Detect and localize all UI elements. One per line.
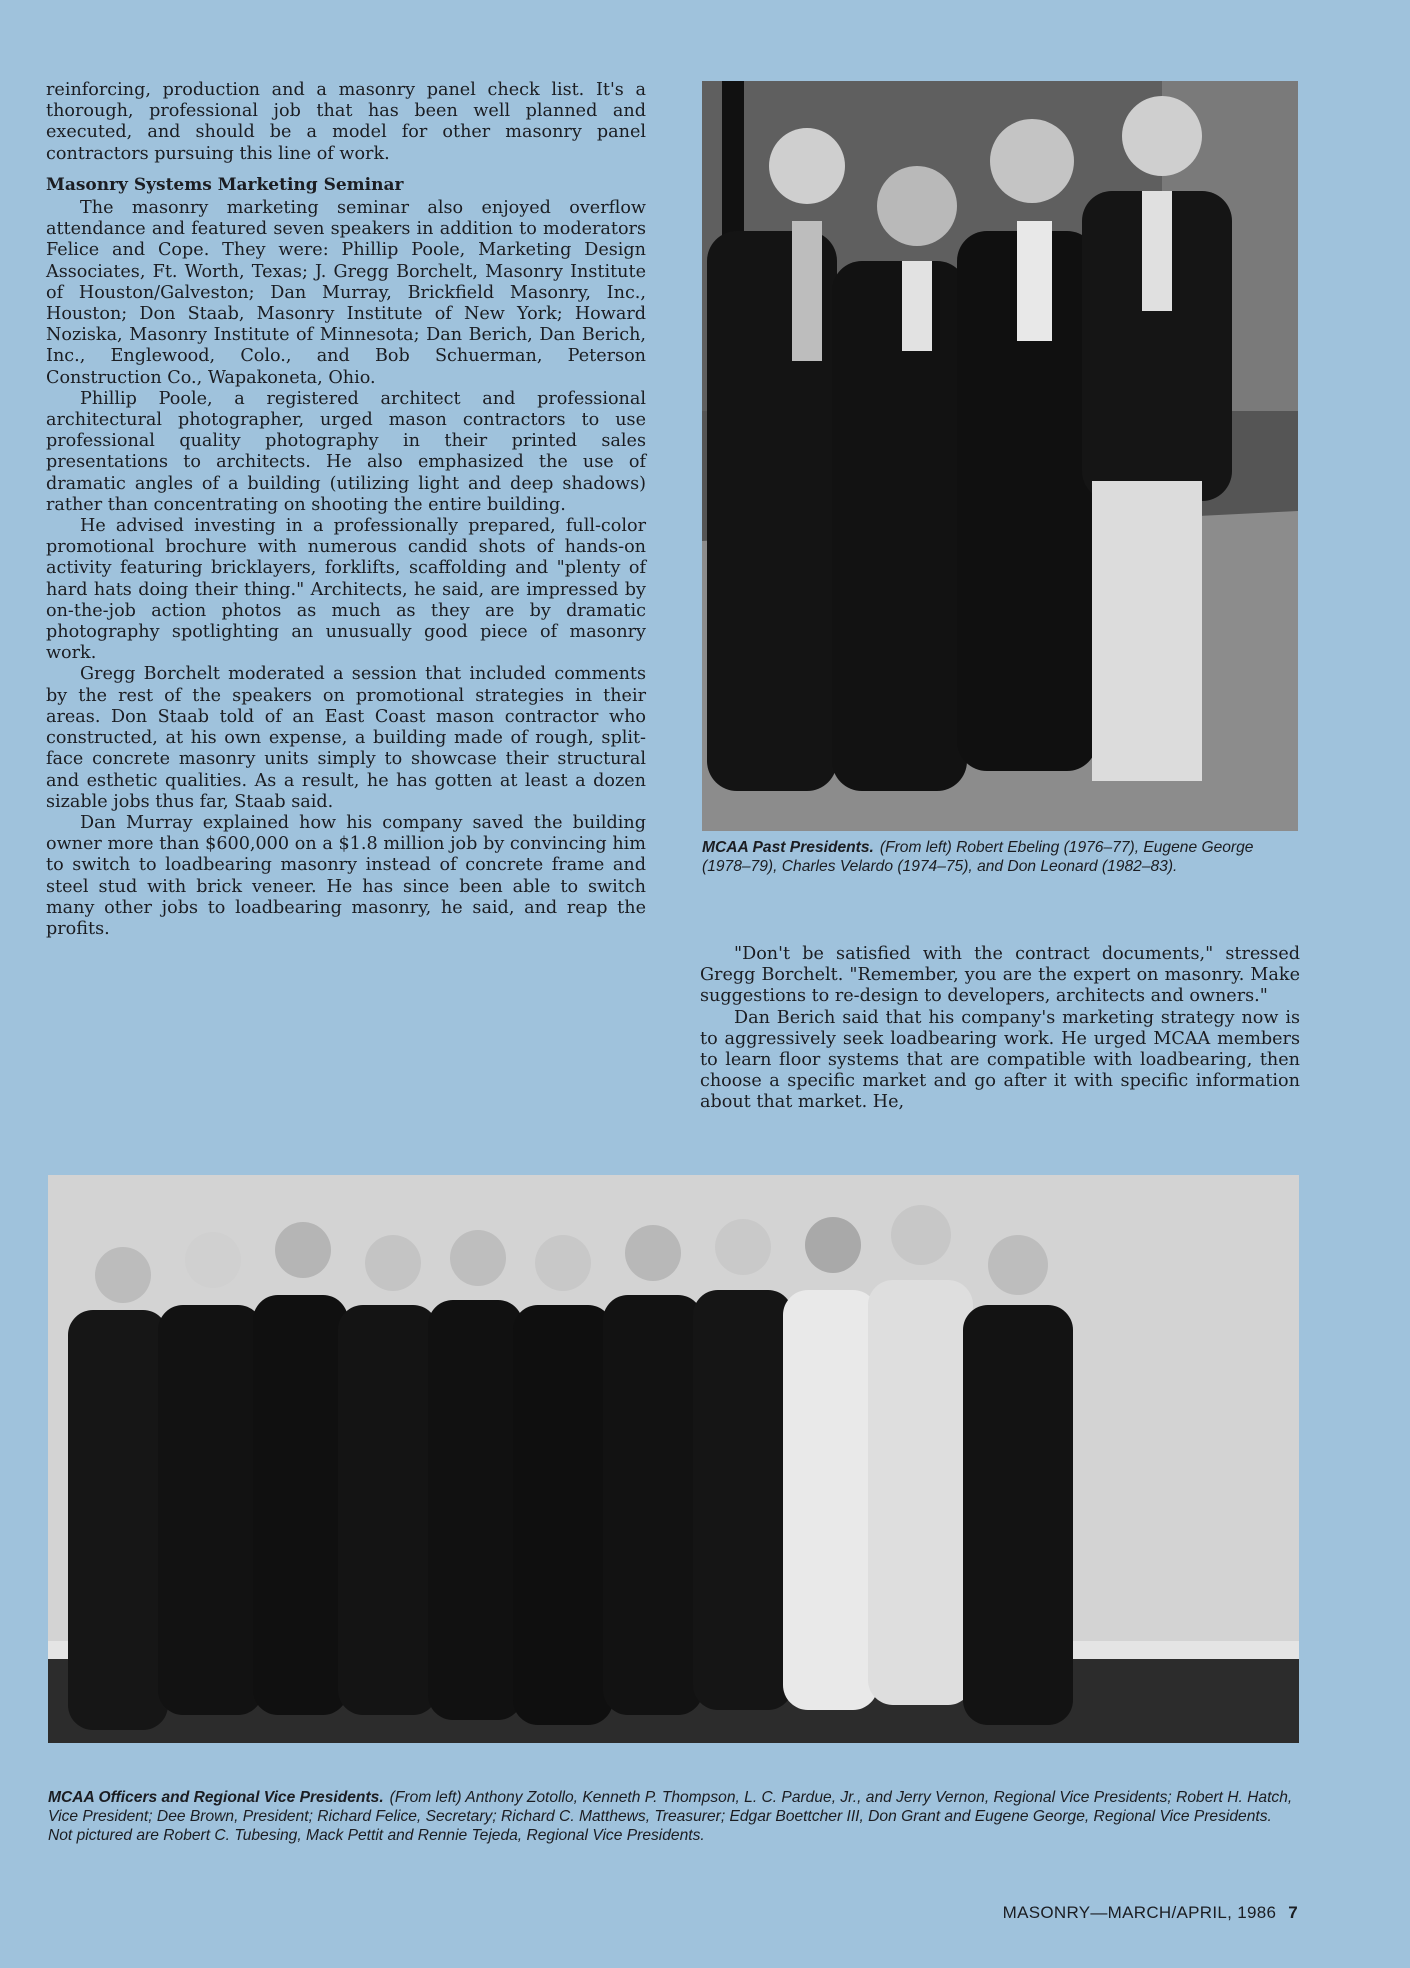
publication-line: MASONRY—MARCH/APRIL, 1986 <box>1002 1903 1277 1922</box>
paragraph: Dan Murray explained how his company saved the building owner more than $600,000 on a $1.8 million job by convincing him to switch to loadbearing masonry instead of concrete frame and steel stud with brick veneer. He has since been able to switch many other jobs to loadbearing masonry, he said, and reap the profits. <box>46 812 646 939</box>
caption-title: MCAA Past Presidents. <box>702 839 874 856</box>
caption-title: MCAA Officers and Regional Vice Presidents. <box>48 1789 384 1806</box>
paragraph: The masonry marketing seminar also enjoyed overflow attendance and featured seven speakers in addition to moderators Felice and Cope. They were: Phillip Poole, Marketing Design Associates, Ft. Worth, Texas; J. Gregg Borchelt, Masonry Institute of Houston/Galveston; Dan Murray, Brickfield Masonry, Inc., Houston; Don Staab, Masonry Institute of New York; Howard Noziska, Masonry Institute of Minnesota; Dan Berich, Dan Berich, Inc., Englewood, Colo., and Bob Schuerman, Peterson Construction Co., Wapakoneta, Ohio. <box>46 198 646 388</box>
officers-photo-illustration <box>48 1175 1299 1743</box>
paragraph: He advised investing in a professionally prepared, full-color promotional brochure with numerous candid shots of hands-on activity featuring bricklayers, forklifts, scaffolding and "plenty of hard hats doing their thing." Architects, he said, are impressed by on-the-job action photos as much as they are by dramatic photography spotlighting an unusually good piece of masonry work. <box>46 516 646 664</box>
page-footer <box>1003 1903 1298 1923</box>
right-text-column <box>700 944 1300 1114</box>
paragraph: Gregg Borchelt moderated a session that included comments by the rest of the speakers on promotional strategies in their areas. Don Staab told of an East Coast mason contractor who constructed, at his own expense, a building made of rough, split-face concrete masonry units simply to showcase their structural and esthetic qualities. As a result, he has gotten at least a dozen sizable jobs thus far, Staab said. <box>46 664 646 812</box>
left-text-column <box>46 80 646 940</box>
caption-text: (From left) Anthony Zotollo, Kenneth P. Thompson, L. C. Pardue, Jr., and Jerry Vernon, Regional Vice Presidents; Robert H. Hatch, Vice President; Dee Brown, President; Richard Felice, Secretary; Richard C. Matthews, Treasurer; Edgar Boettcher III, Don Grant and Eugene George, Regional Vice Presidents. Not pictured are Robert C. Tubesing, Mack Pettit and Rennie Tejeda, Regional Vice Presidents. <box>48 1789 1293 1844</box>
caption-text: (From left) Robert Ebeling (1976–77), Eugene George (1978–79), Charles Velardo (1974–75), and Don Leonard (1982–83). <box>702 839 1254 875</box>
paragraph: reinforcing, production and a masonry panel check list. It's a thorough, professional job that has been well planned and executed, and should be a model for other masonry panel contractors pursuing this line of work. <box>46 80 646 164</box>
officers-caption <box>48 1788 1300 1845</box>
section-heading: Masonry Systems Marketing Seminar <box>46 174 404 195</box>
past-presidents-caption <box>702 838 1300 876</box>
past-presidents-photo-illustration <box>702 81 1298 831</box>
page-number: 7 <box>1288 1903 1298 1922</box>
officers-photo <box>48 1175 1299 1743</box>
paragraph: Phillip Poole, a registered architect and professional architectural photographer, urged mason contractors to use professional quality photography in their printed sales presentations to architects. He also emphasized the use of dramatic angles of a building (utilizing light and deep shadows) rather than concentrating on shooting the entire building. <box>46 388 646 515</box>
paragraph: "Don't be satisfied with the contract documents," stressed Gregg Borchelt. "Remember, you are the expert on masonry. Make suggestions to re-design to developers, architects and owners." <box>700 944 1300 1007</box>
paragraph: Dan Berich said that his company's marketing strategy now is to aggressively seek loadbearing work. He urged MCAA members to learn floor systems that are compatible with loadbearing, then choose a specific market and go after it with specific information about that market. He, <box>700 1007 1300 1113</box>
past-presidents-photo <box>702 81 1298 831</box>
